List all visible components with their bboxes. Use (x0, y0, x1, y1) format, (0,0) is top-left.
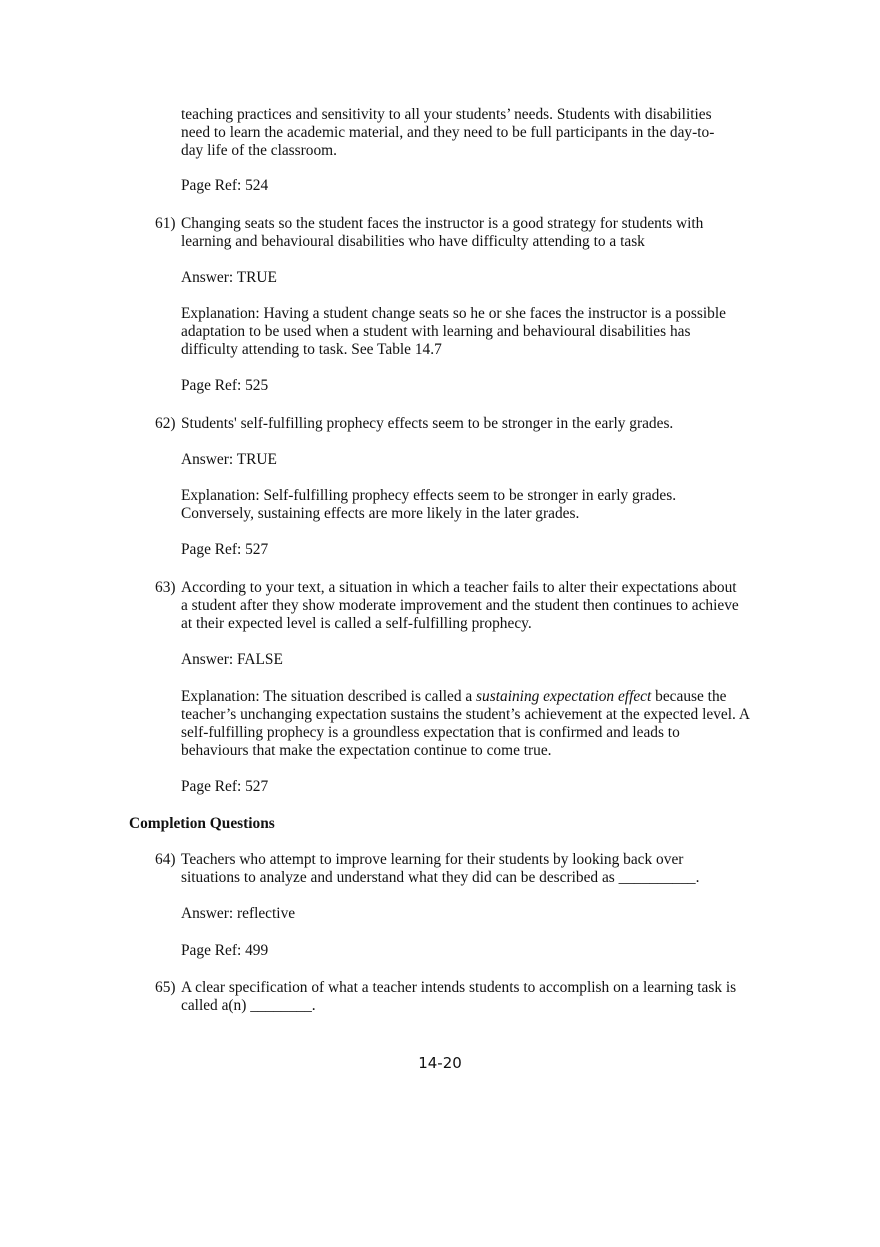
q62-question: Students' self-fulfilling prophecy effects seem to be stronger in the early grades. (181, 415, 674, 432)
q65-question: A clear specification of what a teacher intends students to accomplish on a learning task is called a(n) ________. (181, 979, 737, 1014)
q63-answer: Answer: FALSE (181, 651, 283, 668)
continued-explanation: teaching practices and sensitivity to all your students’ needs. Students with disabilities need to learn the academic material, and they need to be full participants in the day-to-day life of the classroom. (181, 106, 715, 159)
q62-number: 62) (155, 415, 176, 432)
q64-number: 64) (155, 851, 176, 868)
q61-number: 61) (155, 215, 176, 232)
q62-explanation: Explanation: Self-fulfilling prophecy effects seem to be stronger in early grades. Conversely, sustaining effects are more likely in the later grades. (181, 487, 677, 522)
page-number: 14-20 (418, 1054, 462, 1072)
q63-explanation-start: Explanation: The situation described is called a (181, 688, 477, 705)
q65-number: 65) (155, 979, 176, 996)
q63-explanation (181, 688, 751, 760)
q64-page-ref: Page Ref: 499 (181, 942, 269, 959)
q63-explanation-rest: because the teacher’s unchanging expectation sustains the student’s achievement at the expected level. A self-fulfilling prophecy is a groundless expectation that is confirmed and leads to behaviours that make the expectation continue to come true. (181, 688, 750, 759)
q61-explanation: Explanation: Having a student change seats so he or she faces the instructor is a possible adaptation to be used when a student with learning and behavioural disabilities has difficulty attending to task. See Table 14.7 (181, 305, 726, 358)
q61-question: Changing seats so the student faces the instructor is a good strategy for students with learning and behavioural disabilities who have difficulty attending to a task (181, 215, 704, 250)
q63-explanation-term: sustaining expectation effect (476, 688, 652, 705)
continued-page-ref: Page Ref: 524 (181, 177, 269, 194)
q61-answer: Answer: TRUE (181, 269, 277, 286)
q61-page-ref: Page Ref: 525 (181, 377, 269, 394)
q63-page-ref: Page Ref: 527 (181, 778, 269, 795)
q63-number: 63) (155, 579, 176, 596)
q64-answer: Answer: reflective (181, 905, 296, 922)
section-heading: Completion Questions (129, 815, 275, 832)
q63-question: According to your text, a situation in which a teacher fails to alter their expectations about a student after they show moderate improvement and the student then continues to achieve at their expected level is called a self-fulfilling prophecy. (181, 579, 739, 632)
q64-question: Teachers who attempt to improve learning for their students by looking back over situations to analyze and understand what they did can be described as __________. (181, 851, 700, 886)
q62-answer: Answer: TRUE (181, 451, 277, 468)
q62-page-ref: Page Ref: 527 (181, 541, 269, 558)
